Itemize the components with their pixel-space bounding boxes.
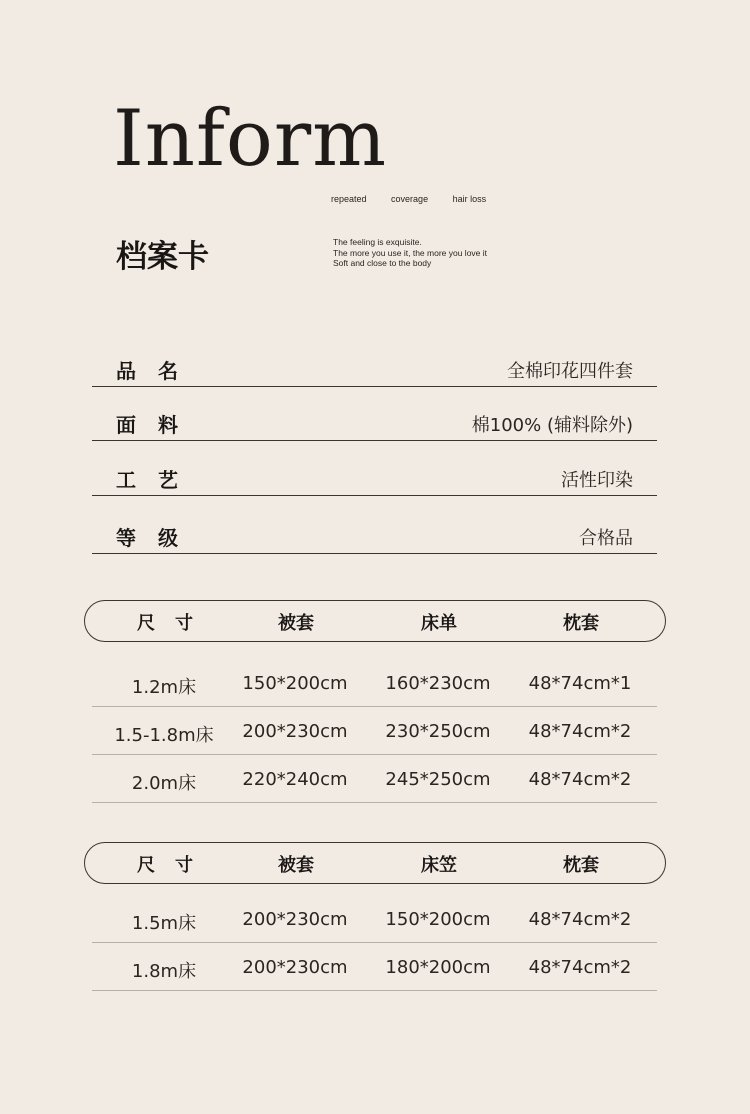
info-row-product-name xyxy=(92,355,657,387)
tag-list xyxy=(331,194,486,204)
size-table-header xyxy=(84,842,666,884)
inform-logo: Inform xyxy=(113,94,388,184)
info-row-grade xyxy=(92,522,657,554)
table-cell: 1.5-1.8m床 xyxy=(114,725,214,746)
table-cell: 150*200cm xyxy=(385,909,491,930)
table-cell: 48*74cm*2 xyxy=(528,957,632,978)
info-value: 全棉印花四件套 xyxy=(507,361,633,382)
tagline-line-1: The feeling is exquisite. xyxy=(333,237,422,247)
header-cell-size: 尺寸 xyxy=(137,855,213,876)
table-cell: 48*74cm*2 xyxy=(528,909,632,930)
info-value: 棉100% (辅料除外) xyxy=(471,415,633,436)
info-value: 活性印染 xyxy=(561,470,633,491)
table-cell: 200*230cm xyxy=(242,909,348,930)
header-cell-sheet: 床单 xyxy=(421,613,457,634)
table-cell: 200*230cm xyxy=(242,957,348,978)
table-row xyxy=(92,943,657,991)
size-table-fitted xyxy=(84,842,666,991)
info-label: 品名 xyxy=(116,359,200,383)
table-cell: 160*230cm xyxy=(385,673,491,694)
table-cell: 1.5m床 xyxy=(131,913,197,934)
table-cell: 230*250cm xyxy=(385,721,491,742)
tag-hair-loss: hair loss xyxy=(452,194,487,204)
header-cell-pillowcase: 枕套 xyxy=(563,855,599,876)
size-table-header xyxy=(84,600,666,642)
header-cell-duvet: 被套 xyxy=(278,855,314,876)
info-value: 合格品 xyxy=(579,528,633,549)
table-cell: 1.2m床 xyxy=(131,677,197,698)
info-label: 工艺 xyxy=(116,468,200,492)
tagline-line-3: Soft and close to the body xyxy=(333,258,432,268)
table-row xyxy=(92,755,657,803)
header-cell-pillowcase: 枕套 xyxy=(563,613,599,634)
table-cell: 2.0m床 xyxy=(131,773,197,794)
tag-repeated: repeated xyxy=(331,194,367,204)
info-label: 面料 xyxy=(116,413,200,437)
table-row xyxy=(92,707,657,755)
tag-coverage: coverage xyxy=(391,194,429,204)
tagline xyxy=(333,237,487,269)
table-cell: 220*240cm xyxy=(242,769,348,790)
tagline-line-2: The more you use it, the more you love it xyxy=(333,247,488,258)
table-cell: 200*230cm xyxy=(242,721,348,742)
header-cell-size: 尺寸 xyxy=(137,613,213,634)
table-row xyxy=(92,659,657,707)
info-row-process xyxy=(92,464,657,496)
info-row-fabric xyxy=(92,409,657,441)
card-title: 档案卡 xyxy=(116,239,209,275)
table-cell: 48*74cm*2 xyxy=(528,769,632,790)
info-label: 等级 xyxy=(116,526,200,550)
table-cell: 48*74cm*1 xyxy=(528,673,632,694)
header-cell-duvet: 被套 xyxy=(278,613,314,634)
table-row xyxy=(92,895,657,943)
header-cell-fitted-sheet: 床笠 xyxy=(421,855,457,876)
table-cell: 180*200cm xyxy=(385,957,491,978)
table-cell: 150*200cm xyxy=(242,673,348,694)
size-table-sheet xyxy=(84,600,666,803)
table-cell: 1.8m床 xyxy=(131,961,197,982)
table-cell: 48*74cm*2 xyxy=(528,721,632,742)
table-cell: 245*250cm xyxy=(385,769,491,790)
